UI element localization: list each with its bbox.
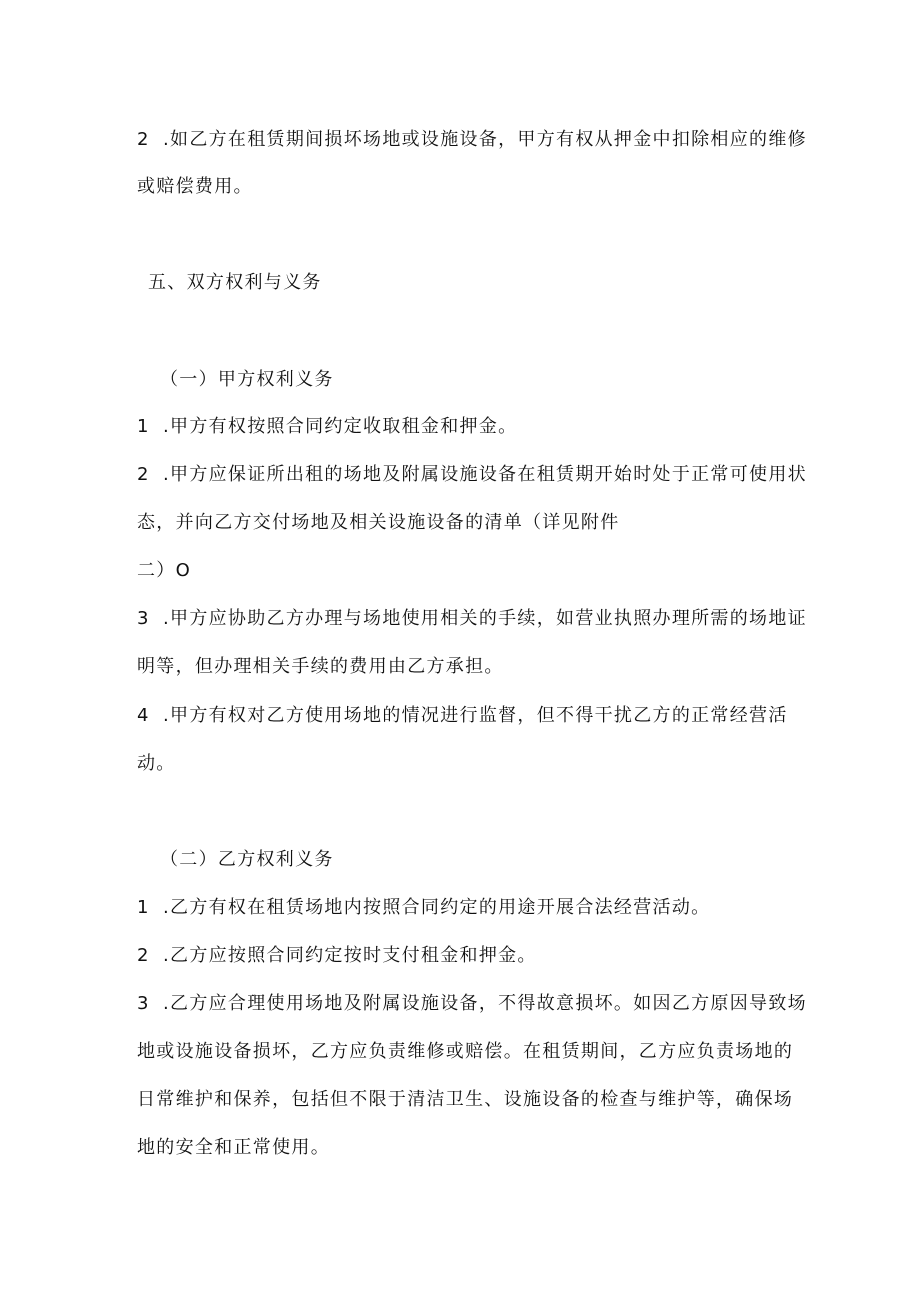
clause-text: .甲方有权按照合同约定收取租金和押金。	[163, 416, 518, 437]
clause-text: .乙方应合理使用场地及附属设施设备，不得故意损坏。如因乙方原因导致场	[163, 993, 807, 1014]
subsection-heading-text: （二）乙方权利义务	[160, 849, 334, 870]
party-a-clause-2-line-2	[137, 511, 620, 535]
clause-text: 二）O	[137, 560, 192, 581]
clause-number: 1	[137, 416, 150, 437]
party-b-clause-3-line-3	[137, 1088, 793, 1112]
party-b-clause-3-line-1	[137, 992, 807, 1016]
party-a-clause-3-line-2	[137, 655, 504, 679]
clause-text: 态，并向乙方交付场地及相关设施设备的清单（详见附件	[137, 512, 620, 533]
clause-number: 3	[137, 993, 150, 1014]
clause-4-2-line-2	[137, 175, 253, 199]
subsection-1-heading	[160, 368, 334, 392]
clause-text: 或赔偿费用。	[137, 176, 253, 197]
party-b-clause-1	[137, 896, 710, 920]
clause-number: 2	[137, 129, 150, 150]
party-b-clause-2	[137, 944, 537, 968]
party-b-clause-3-line-4	[137, 1136, 330, 1160]
clause-number: 3	[137, 608, 150, 629]
clause-number: 2	[137, 464, 150, 485]
clause-text: .乙方应按照合同约定按时支付租金和押金。	[163, 945, 537, 966]
clause-text: .甲方有权对乙方使用场地的情况进行监督，但不得干扰乙方的正常经营活	[163, 705, 788, 726]
clause-text: 明等，但办理相关手续的费用由乙方承担。	[137, 656, 504, 677]
subsection-heading-text: （一）甲方权利义务	[160, 369, 334, 390]
section-heading-text: 五、双方权利与义务	[148, 272, 322, 293]
party-a-clause-2-line-3	[137, 559, 191, 583]
clause-number: 4	[137, 705, 150, 726]
party-a-clause-2-line-1	[137, 463, 807, 487]
section-5-heading	[148, 271, 322, 295]
party-a-clause-3-line-1	[137, 607, 807, 631]
clause-text: .乙方有权在租赁场地内按照合同约定的用途开展合法经营活动。	[163, 897, 711, 918]
clause-text: .甲方应协助乙方办理与场地使用相关的手续，如营业执照办理所需的场地证	[163, 608, 807, 629]
party-a-clause-4-line-2	[137, 752, 176, 776]
party-b-clause-3-line-2	[137, 1040, 793, 1064]
clause-text: 地或设施设备损坏，乙方应负责维修或赔偿。在租赁期间，乙方应负责场地的	[137, 1041, 794, 1062]
clause-text: .甲方应保证所出租的场地及附属设施设备在租赁期开始时处于正常可使用状	[163, 464, 807, 485]
clause-number: 1	[137, 897, 150, 918]
subsection-2-heading	[160, 848, 334, 872]
clause-4-2-line-1	[137, 128, 807, 152]
clause-text: 地的安全和正常使用。	[137, 1137, 330, 1158]
clause-number: 2	[137, 945, 150, 966]
clause-text: .如乙方在租赁期间损坏场地或设施设备，甲方有权从押金中扣除相应的维修	[163, 129, 807, 150]
party-a-clause-4-line-1	[137, 704, 788, 728]
clause-text: 日常维护和保养，包括但不限于清洁卫生、设施设备的检查与维护等，确保场	[137, 1089, 794, 1110]
party-a-clause-1	[137, 415, 517, 439]
clause-text: 动。	[137, 753, 176, 774]
